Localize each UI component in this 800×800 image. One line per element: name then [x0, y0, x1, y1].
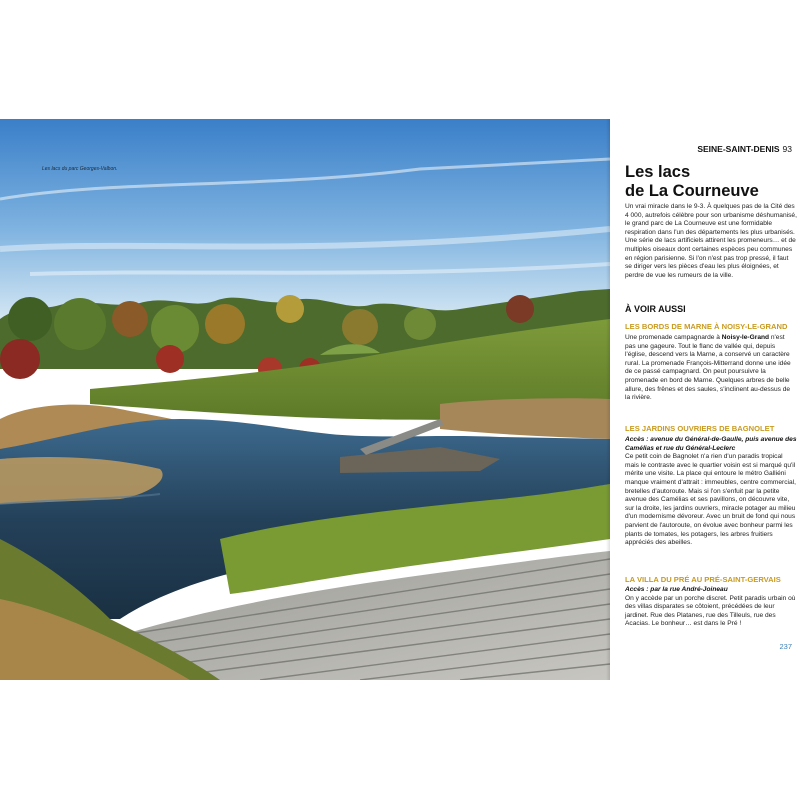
photo-caption: Les lacs du parc Georges-Valbon. — [42, 166, 118, 172]
section-body-bagnolet: Ce petit coin de Bagnolet n'a rien d'un paradis tropical mais le contraste avec le quartier voisin est si marqué qu'il mérite une visite. La place qui entoure le métro Galliéni manque vraiment d'attrait : immeubles, centre commercial, bretelles d'autoroute. Mais si l'on s'enfuit par la petite avenue des Camélias et ses pavillons, on découvre vite, sur la droite, les jardins ouvriers, miracle potager au milieu d'un modernisme dévoreur. Avec un bruit de fond qui nous parvient de l'autoroute, on évolue avec bonheur parmi les plants de tomates, les potagers, les arbres fruitiers appréciés des abeilles. — [625, 453, 796, 547]
running-head-region: SEINE-SAINT-DENIS — [697, 144, 780, 154]
park-photo — [0, 119, 610, 680]
section-heading-noisy: LES BORDS DE MARNE À NOISY-LE-GRAND — [625, 322, 788, 331]
section-heading-pre-saint-gervais: LA VILLA DU PRÉ AU PRÉ-SAINT-GERVAIS — [625, 575, 781, 584]
section-text-pre-saint-gervais — [625, 586, 797, 629]
intro-paragraph: Un vrai miracle dans le 9-3. À quelques pas de la Cité des 4 000, autrefois célèbre pour son urbanisme déshumanisé, le grand parc de La Courneuve est une formidable respiration dans l'un des départements les plus urbanisés. Une série de lacs artificiels attirent les promeneurs… et de multiples oiseaux dont certaines espèces peu communes en région parisienne. Si l'on n'est pas trop pressé, il faut se diriger vers les pièces d'eau les plus éloignées, et perdre de vue les rumeurs de la ville. — [625, 203, 797, 279]
section-heading-bagnolet: LES JARDINS OUVRIERS DE BAGNOLET — [625, 424, 775, 433]
section-text-noisy-b: n'est pas une gageure. Tout le flanc de vallée qui, depuis l'église, descend vers la Marne, a conservé un caractère rural. La promenade François-Mitterrand donne une idée de ce passé campagnard. On peut poursuivre la promenade en bord de Marne. Quelques arbres de belle allure, des frênes et des saules, s'inclinent au-dessus de la rivière. — [625, 334, 791, 402]
article-title — [625, 163, 759, 201]
title-line-1: Les lacs — [625, 163, 691, 181]
section-text-noisy — [625, 334, 797, 403]
section-text-noisy-place: Noisy-le-Grand — [721, 334, 770, 341]
book-spread — [0, 119, 800, 680]
running-head — [697, 144, 792, 154]
section-access-bagnolet: Accès : avenue du Général-de-Gaulle, puis avenue des Camélias et rue du Général-Leclerc — [625, 436, 797, 452]
section-access-pre-saint-gervais: Accès : par la rue André-Joineau — [625, 586, 728, 593]
section-text-bagnolet — [625, 436, 797, 548]
see-also-heading: À VOIR AUSSI — [625, 304, 686, 314]
section-body-pre-saint-gervais: On y accède par un porche discret. Petit paradis urbain où des villas disparates se côtoient, précédées de leur jardinet. Rue des Platanes, rue des Tilleuls, rue des Acacias. Le bonheur… est dans le Pré ! — [625, 594, 796, 628]
page-number: 237 — [779, 642, 792, 651]
running-head-number: 93 — [782, 144, 792, 154]
section-text-noisy-a: Une promenade campagnarde à — [625, 334, 722, 341]
text-page — [610, 119, 800, 680]
title-line-2: de La Courneuve — [625, 182, 759, 200]
